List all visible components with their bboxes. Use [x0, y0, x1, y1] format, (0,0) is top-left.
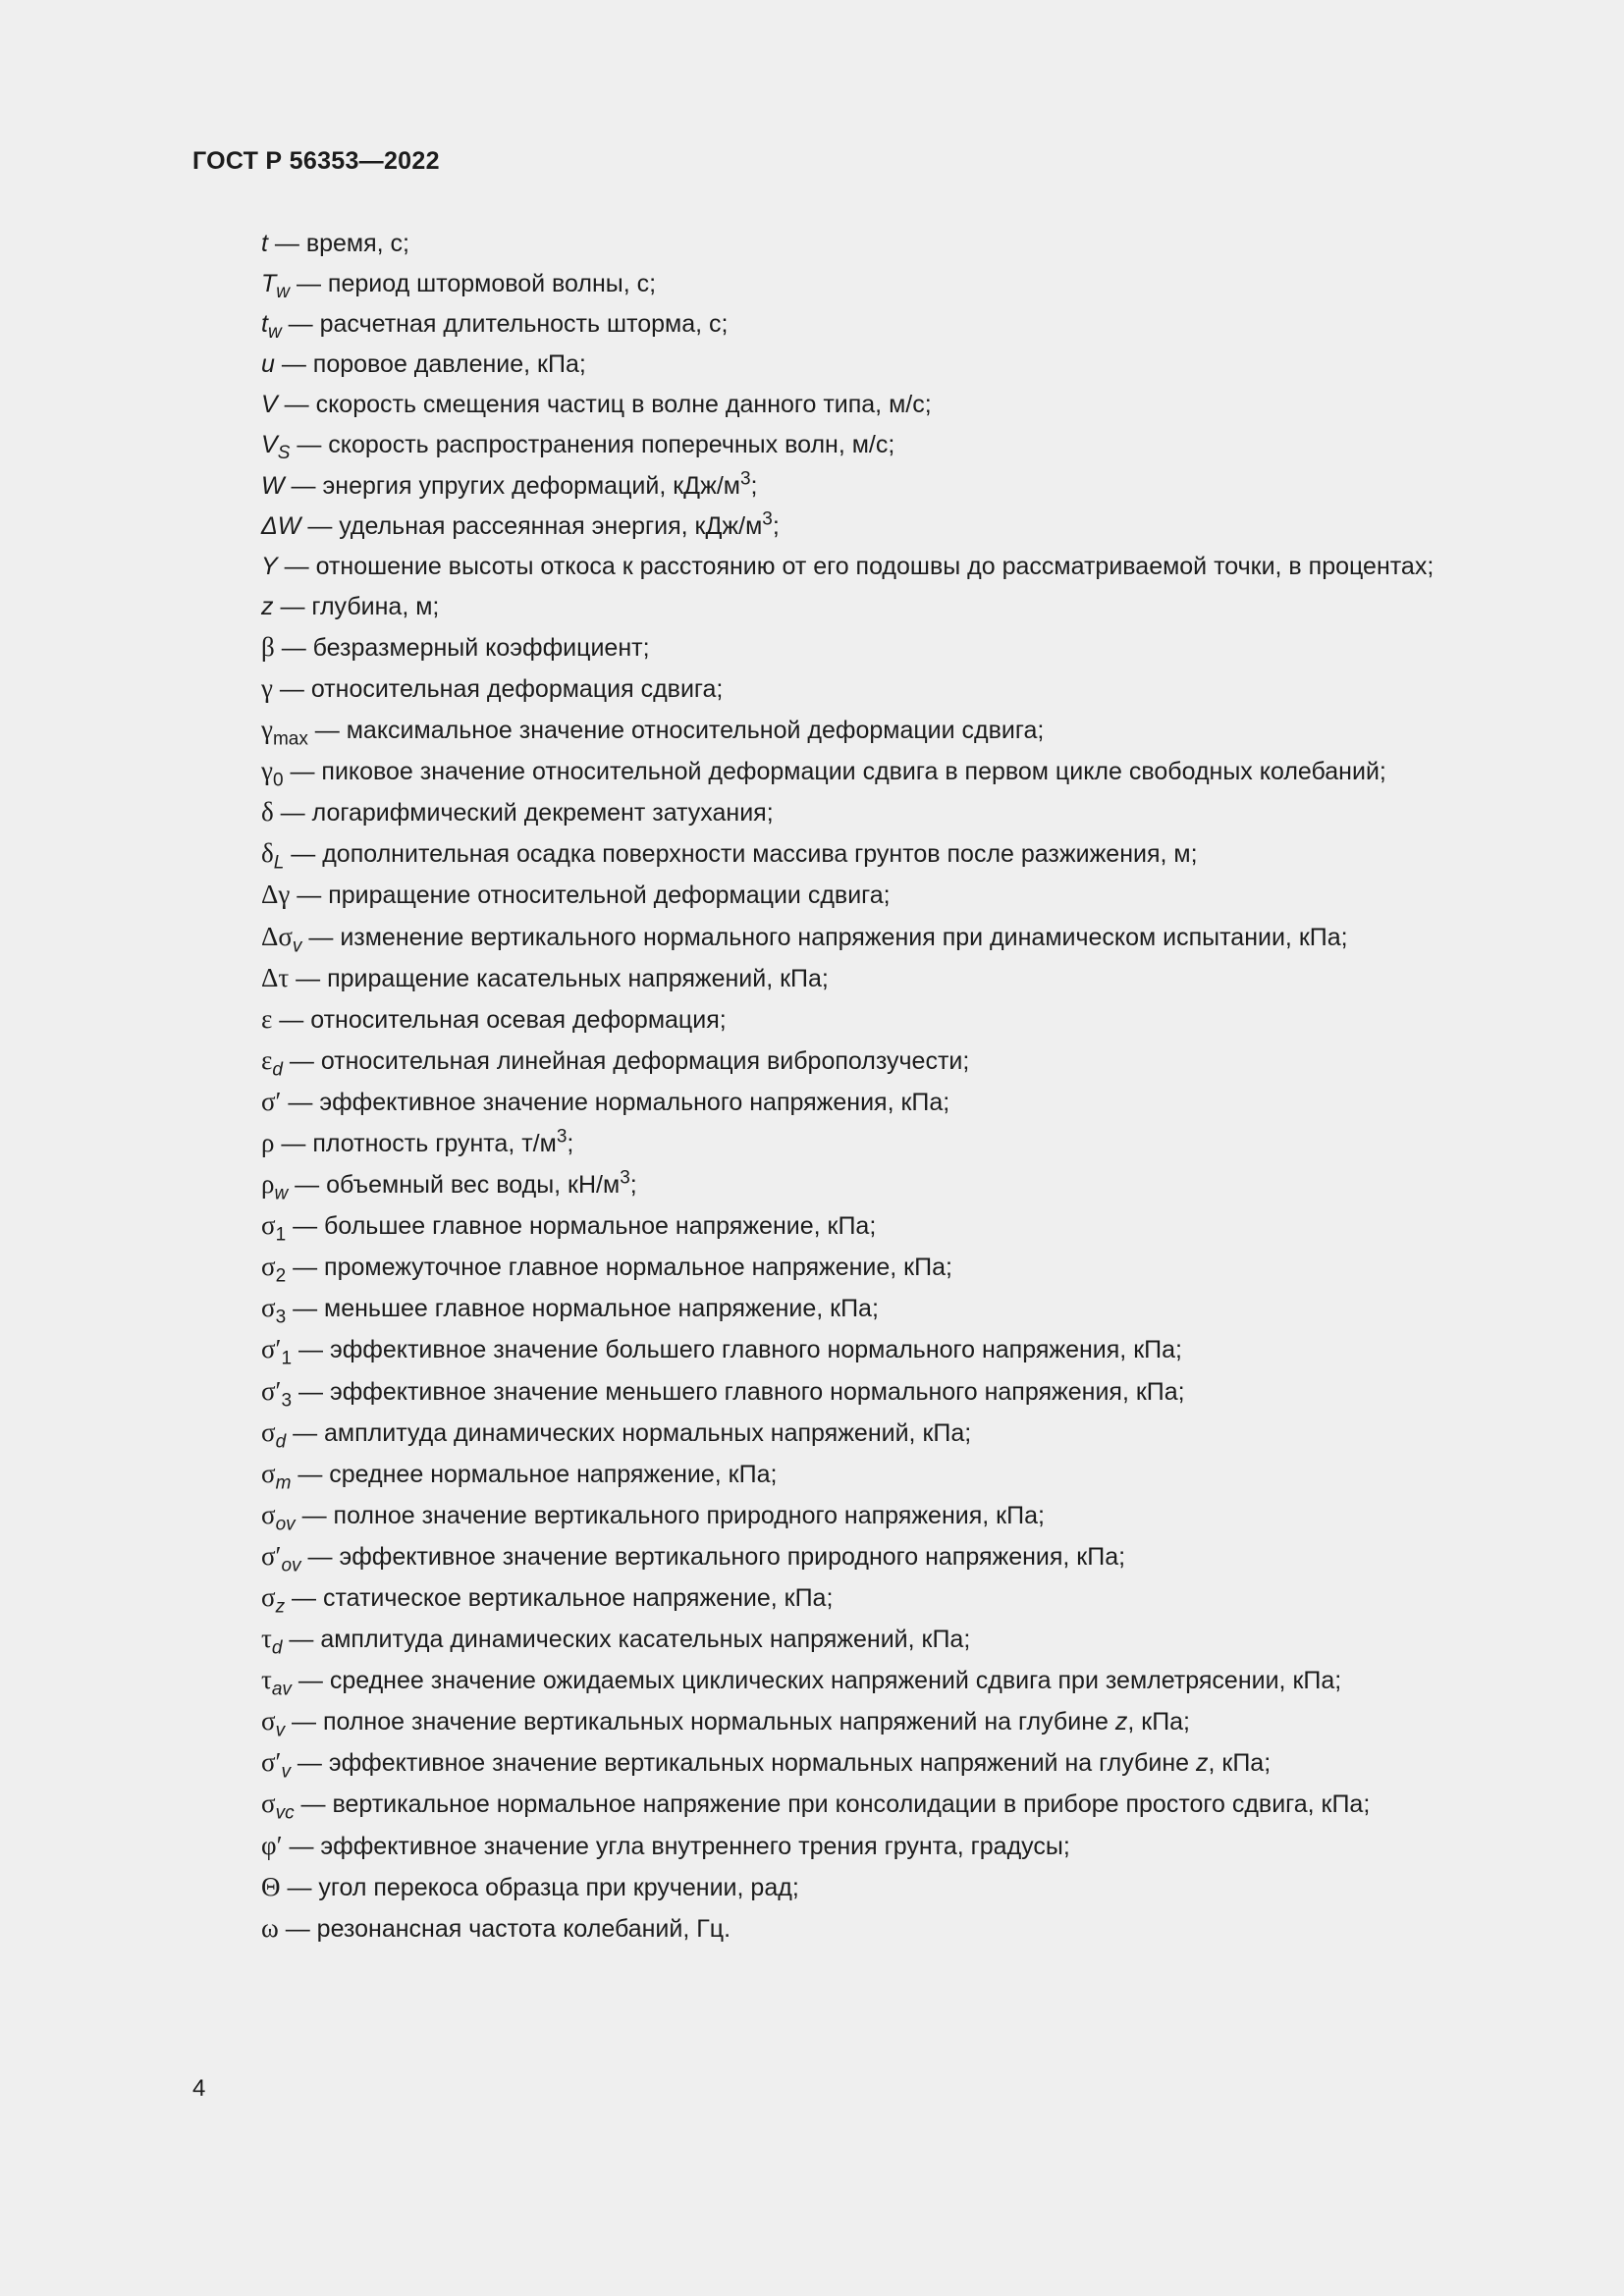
symbol-item	[192, 1164, 1508, 1205]
symbol-base: σ′	[261, 1086, 282, 1116]
symbol	[261, 797, 274, 827]
symbol-description	[286, 1212, 876, 1240]
symbol-base: ε	[261, 1044, 273, 1075]
symbol	[261, 1831, 283, 1860]
symbol-item	[192, 264, 1508, 304]
symbol-base: δ	[261, 838, 274, 869]
unit-exponent: 3	[556, 1126, 568, 1148]
description-text: — скорость смещения частиц в волне данного типа, м/с;	[277, 391, 932, 419]
symbol	[261, 963, 289, 992]
symbol-base: σ	[261, 1582, 276, 1612]
symbol-description	[288, 1167, 637, 1200]
unit-exponent: 3	[762, 508, 773, 530]
symbol-item	[192, 958, 1508, 999]
symbol	[261, 310, 282, 344]
symbol-description	[292, 1378, 1185, 1406]
description-italic-variable: z	[1114, 1708, 1128, 1736]
symbol	[261, 270, 291, 303]
description-text: — полное значение вертикального природного напряжения, кПа;	[295, 1501, 1045, 1529]
description-text: — объемный вес воды, кН/м	[288, 1171, 621, 1200]
symbol-subscript: d	[275, 1431, 287, 1453]
symbol	[261, 880, 290, 909]
symbol-description	[292, 1336, 1182, 1363]
symbol	[261, 1252, 287, 1287]
symbol	[261, 1582, 286, 1618]
symbol	[261, 1004, 272, 1034]
symbol-description	[281, 1089, 949, 1116]
symbol	[261, 1334, 293, 1369]
unit-exponent: 3	[620, 1167, 630, 1189]
symbol-base: σ	[261, 1458, 276, 1488]
symbol-description	[290, 431, 894, 458]
symbol	[261, 553, 278, 580]
symbol	[261, 1747, 291, 1783]
symbol-base: σ′	[261, 1747, 282, 1778]
symbol-subscript: 1	[275, 1224, 287, 1246]
symbol-item	[192, 1413, 1508, 1454]
symbol-description	[272, 1006, 726, 1034]
symbol-item	[192, 1536, 1508, 1577]
symbol-base: V	[261, 431, 278, 459]
symbol-description	[291, 1749, 1271, 1777]
description-ending: ;	[750, 471, 758, 500]
description-text: — период штормовой волны, с;	[290, 270, 657, 298]
symbol-item	[192, 547, 1508, 587]
symbol	[261, 921, 302, 956]
description-text: — пиковое значение относительной деформации сдвига в первом цикле свободных колебаний;	[283, 758, 1386, 786]
symbol-item	[192, 668, 1508, 710]
symbol-subscript: S	[277, 443, 291, 464]
symbol	[261, 350, 275, 378]
symbol	[261, 1087, 281, 1116]
description-text: — среднее значение ожидаемых циклических напряжений сдвига при землетрясении, кПа;	[291, 1667, 1342, 1695]
symbol-description	[275, 350, 586, 378]
symbol	[261, 632, 275, 662]
symbol-item	[192, 224, 1508, 264]
symbol-description	[273, 675, 723, 703]
description-italic-variable: z	[1196, 1749, 1209, 1778]
symbol-description	[274, 799, 774, 827]
symbol-base: V	[261, 391, 278, 419]
symbol-description	[282, 1626, 970, 1653]
symbol-subscript: d	[272, 1059, 283, 1081]
symbol-item	[192, 710, 1508, 751]
description-text: — эффективное значение нормального напряжения, кПа;	[281, 1088, 950, 1116]
symbol-base: δ	[261, 797, 274, 828]
symbol-description	[284, 758, 1386, 785]
symbol	[261, 1128, 274, 1157]
symbol-item	[192, 1288, 1508, 1329]
symbol-item	[192, 385, 1508, 425]
page-number: 4	[192, 2075, 206, 2102]
symbol-description	[301, 1543, 1126, 1571]
description-text: — дополнительная осадка поверхности массива грунтов после разжижения, м;	[284, 840, 1198, 869]
symbol-subscript: v	[292, 934, 302, 956]
symbol-description	[281, 1874, 799, 1901]
symbol	[261, 230, 268, 257]
symbol-item	[192, 507, 1508, 547]
symbol	[261, 1624, 283, 1659]
symbol-base: τ	[261, 1665, 272, 1695]
symbol	[261, 1665, 292, 1700]
symbol-item	[192, 587, 1508, 627]
symbol-item	[192, 1495, 1508, 1536]
symbol	[261, 391, 278, 418]
symbol	[261, 1499, 296, 1535]
symbol	[261, 593, 274, 620]
symbol-base: ε	[261, 1003, 273, 1034]
symbol-base: τ	[261, 1624, 272, 1654]
description-text: — плотность грунта, т/м	[274, 1129, 557, 1157]
symbol-base: t	[261, 310, 268, 339]
symbol-description	[301, 924, 1347, 951]
symbol	[261, 1789, 295, 1824]
description-text: — резонансная частота колебаний, Гц.	[278, 1914, 731, 1943]
symbol	[261, 1210, 287, 1246]
symbol-base: γ	[261, 756, 273, 786]
symbol-subscript: 1	[281, 1348, 293, 1369]
description-text: — среднее нормальное напряжение, кПа;	[291, 1460, 778, 1488]
symbol-base: ρ	[261, 1127, 275, 1157]
symbol	[261, 1044, 283, 1081]
description-text: — эффективное значение вертикального природного напряжения, кПа;	[300, 1542, 1126, 1571]
description-ending: , кПа;	[1208, 1749, 1272, 1778]
symbol-item	[192, 1908, 1508, 1949]
symbol-item	[192, 345, 1508, 385]
symbol-item	[192, 917, 1508, 958]
symbol-base: Δτ	[261, 962, 290, 992]
symbol-subscript: m	[275, 1472, 292, 1494]
symbol-item	[192, 1329, 1508, 1370]
description-text: — время, с;	[267, 230, 409, 257]
description-text: — статическое вертикальное напряжение, кПа;	[285, 1584, 834, 1612]
symbol-base: ρ	[261, 1169, 275, 1200]
symbol	[261, 1169, 289, 1204]
description-text: — удельная рассеянная энергия, кДж/м	[300, 511, 763, 540]
symbol-base: σ	[261, 1706, 276, 1736]
description-text: — скорость распространения поперечных волн, м/с;	[290, 431, 895, 459]
symbol-description	[283, 1833, 1070, 1860]
symbol-base: σ	[261, 1416, 276, 1447]
description-ending: ;	[567, 1129, 574, 1157]
description-text: — эффективное значение угла внутреннего трения грунта, градусы;	[282, 1832, 1070, 1860]
symbol	[261, 472, 285, 500]
unit-exponent: 3	[739, 468, 751, 490]
symbol-base: σ′	[261, 1375, 282, 1406]
description-text: — расчетная длительность шторма, с;	[281, 310, 729, 339]
symbol-item	[192, 999, 1508, 1041]
description-text: — относительная деформация сдвига;	[272, 674, 724, 703]
symbol-subscript: L	[273, 852, 285, 874]
symbol	[261, 756, 284, 791]
symbol-subscript: 3	[275, 1307, 287, 1328]
symbol-description	[274, 1126, 574, 1157]
symbol-base: W	[261, 471, 285, 500]
symbol-subscript: w	[276, 282, 291, 303]
symbol-item	[192, 1041, 1508, 1082]
description-text: — отношение высоты откоса к расстоянию от его подошвы до рассматриваемой точки, в процентах;	[277, 552, 1435, 580]
description-ending: ;	[772, 511, 780, 540]
symbol-description	[286, 1295, 879, 1322]
symbol-base: σ	[261, 1252, 276, 1282]
symbol	[261, 715, 308, 750]
symbol-description	[268, 230, 409, 257]
symbol	[261, 673, 273, 703]
symbol-description	[284, 840, 1197, 868]
symbol-description	[308, 717, 1044, 744]
symbol-item	[192, 466, 1508, 507]
symbol-description	[295, 1790, 1371, 1818]
symbol-base: φ′	[261, 1830, 283, 1860]
symbol-description	[279, 1915, 731, 1943]
description-text: — относительная осевая деформация;	[272, 1005, 727, 1034]
description-text: — энергия упругих деформаций, кДж/м	[284, 471, 740, 500]
symbol-item	[192, 1247, 1508, 1288]
symbol-description	[274, 593, 440, 620]
symbol-item	[192, 833, 1508, 875]
description-text: — эффективное значение меньшего главного нормального напряжения, кПа;	[292, 1377, 1185, 1406]
symbol-description	[296, 1502, 1045, 1529]
description-text: — эффективное значение большего главного нормального напряжения, кПа;	[292, 1336, 1182, 1364]
symbol-base: t	[261, 230, 268, 257]
symbol-subscript: 3	[281, 1389, 293, 1411]
symbol	[261, 838, 285, 874]
symbol-item	[192, 1123, 1508, 1164]
symbol-description	[291, 1461, 777, 1488]
symbol	[261, 1375, 293, 1411]
symbol-item	[192, 1371, 1508, 1413]
symbol-subscript: ov	[275, 1514, 296, 1535]
description-text: — вертикальное нормальное напряжение при консолидации в приборе простого сдвига, кПа;	[294, 1790, 1371, 1819]
symbol-item	[192, 1577, 1508, 1619]
symbol-description	[278, 553, 1435, 580]
description-text: — промежуточное главное нормальное напряжение, кПа;	[286, 1254, 952, 1282]
symbol-item	[192, 1454, 1508, 1495]
symbol-item	[192, 1867, 1508, 1908]
symbol-base: β	[261, 631, 275, 662]
symbol-base: σ′	[261, 1540, 282, 1571]
symbol-base: Θ	[261, 1871, 281, 1901]
symbol-item	[192, 425, 1508, 465]
symbol-item	[192, 1660, 1508, 1701]
symbol-subscript: ov	[281, 1555, 301, 1576]
symbol	[261, 1458, 292, 1494]
description-text: — приращение относительной деформации сдвига;	[290, 881, 891, 910]
symbol-item	[192, 1082, 1508, 1123]
symbol-base: Δγ	[261, 880, 291, 910]
symbol-description	[290, 270, 656, 297]
description-text: — максимальное значение относительной деформации сдвига;	[307, 717, 1045, 745]
symbol-description	[284, 468, 758, 500]
description-text: — эффективное значение вертикальных нормальных напряжений на глубине	[290, 1749, 1196, 1778]
symbol-base: σ′	[261, 1334, 282, 1364]
symbol-subscript: 0	[272, 770, 284, 791]
description-ending: ;	[629, 1171, 637, 1200]
symbol-base: σ	[261, 1293, 276, 1323]
description-text: — угол перекоса образца при кручении, рад;	[280, 1873, 799, 1901]
symbol-base: T	[261, 270, 277, 298]
symbol-item	[192, 1826, 1508, 1867]
symbol	[261, 1706, 286, 1741]
symbol	[261, 1540, 301, 1576]
document-header: ГОСТ Р 56353—2022	[192, 147, 440, 175]
symbol-item	[192, 1784, 1508, 1825]
symbol-base: ω	[261, 1912, 279, 1943]
symbol-item	[192, 1742, 1508, 1784]
symbol-subscript: v	[281, 1761, 291, 1783]
symbol-base: γ	[261, 715, 273, 745]
symbol	[261, 512, 300, 540]
symbol-description	[278, 391, 932, 418]
symbol-subscript: 2	[275, 1265, 287, 1287]
symbol-description	[289, 965, 829, 992]
symbol-subscript: w	[274, 1183, 289, 1204]
symbol-item	[192, 627, 1508, 668]
description-text: — приращение касательных напряжений, кПа;	[289, 964, 829, 992]
symbol-description	[283, 1047, 969, 1075]
symbol-base: z	[261, 592, 274, 620]
symbol-subscript: max	[272, 728, 308, 750]
symbol-base: u	[261, 350, 275, 379]
description-text: — амплитуда динамических нормальных напряжений, кПа;	[286, 1418, 972, 1447]
description-text: — амплитуда динамических касательных напряжений, кПа;	[282, 1626, 971, 1654]
description-text: — полное значение вертикальных нормальных напряжений на глубине	[285, 1708, 1115, 1736]
symbol-description	[286, 1419, 971, 1447]
symbol-base: γ	[261, 672, 273, 703]
symbol-base: σ	[261, 1210, 276, 1241]
symbol-subscript: v	[275, 1720, 286, 1741]
description-ending: , кПа;	[1127, 1708, 1191, 1736]
symbol-subscript: w	[267, 322, 282, 344]
description-text: — логарифмический декремент затухания;	[273, 799, 774, 828]
symbol-description	[300, 508, 780, 540]
symbol-item	[192, 1701, 1508, 1742]
description-text: — изменение вертикального нормального напряжения при динамическом испытании, кПа;	[301, 923, 1348, 951]
symbol-base: σ	[261, 1789, 276, 1819]
symbol-description	[285, 1708, 1190, 1735]
symbol-subscript: z	[275, 1596, 286, 1618]
symbol-subscript: av	[271, 1679, 292, 1700]
description-text: — поровое давление, кПа;	[274, 350, 586, 379]
symbol-base: Δσ	[261, 921, 293, 951]
description-text: — глубина, м;	[273, 592, 440, 620]
symbol-description	[286, 1254, 952, 1281]
symbol-base: Y	[261, 552, 278, 580]
symbol-list	[192, 224, 1508, 1949]
description-text: — относительная линейная деформация виброползучести;	[282, 1046, 970, 1075]
symbol	[261, 431, 291, 464]
symbol-base: ΔW	[261, 511, 301, 540]
symbol	[261, 1293, 287, 1328]
symbol	[261, 1416, 287, 1453]
symbol-subscript: vc	[275, 1802, 295, 1824]
symbol	[261, 1872, 281, 1901]
symbol	[261, 1913, 279, 1943]
symbol-subscript: d	[271, 1637, 283, 1659]
symbol-base: σ	[261, 1499, 276, 1529]
symbol-description	[290, 881, 890, 909]
symbol-description	[285, 1584, 833, 1612]
symbol-description	[292, 1667, 1341, 1694]
description-text: — меньшее главное нормальное напряжение, кПа;	[286, 1295, 879, 1323]
symbol-item	[192, 792, 1508, 833]
symbol-item	[192, 304, 1508, 345]
symbol-item	[192, 1205, 1508, 1247]
description-text: — большее главное нормальное напряжение, кПа;	[286, 1212, 877, 1241]
symbol-item	[192, 751, 1508, 792]
symbol-item	[192, 875, 1508, 916]
symbol-description	[282, 310, 729, 338]
symbol-item	[192, 1619, 1508, 1660]
description-text: — безразмерный коэффициент;	[274, 633, 650, 662]
symbol-description	[275, 634, 650, 662]
